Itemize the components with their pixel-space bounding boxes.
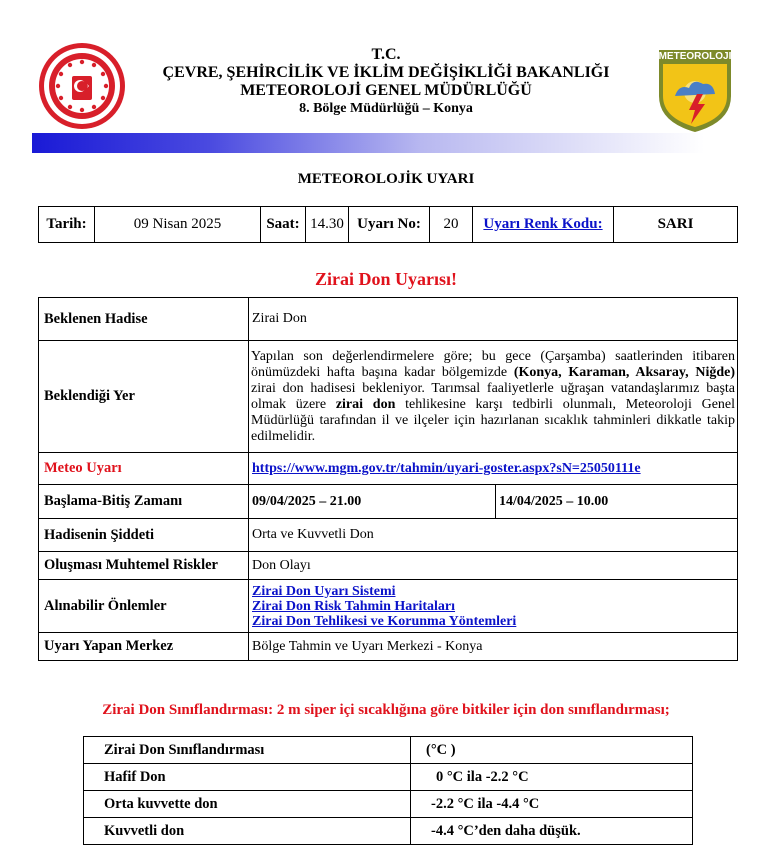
warning-no-value: 20 xyxy=(430,207,473,243)
period-end: 14/04/2025 – 10.00 xyxy=(496,485,738,519)
time-label: Saat: xyxy=(261,207,306,243)
classification-row-name: Orta kuvvette don xyxy=(84,791,411,818)
row-event xyxy=(39,298,738,341)
classification-row-range: -2.2 °C ila -4.4 °C xyxy=(411,791,693,818)
table-row xyxy=(84,791,693,818)
color-code-cell xyxy=(473,207,614,243)
classification-title: Zirai Don Sınıflandırması: 2 m siper içi sıcaklığına göre bitkiler için don sınıflandırması; xyxy=(102,702,670,718)
row-risk xyxy=(39,552,738,580)
period-label: Başlama-Bitiş Zamanı xyxy=(39,485,249,519)
header-region: 8. Bölge Müdürlüğü – Konya xyxy=(299,101,473,116)
date-value: 09 Nisan 2025 xyxy=(95,207,261,243)
row-place xyxy=(39,341,738,453)
center-value: Bölge Tahmin ve Uyarı Merkezi - Konya xyxy=(249,633,738,661)
measures-link-risk-maps[interactable]: Zirai Don Risk Tahmin Haritaları xyxy=(252,598,456,614)
row-meteo xyxy=(39,453,738,485)
measures-link-protection[interactable]: Zirai Don Tehlikesi ve Korunma Yöntemleri xyxy=(252,613,517,629)
place-text: Yapılan son değerlendirmelere göre; bu gece (Çarşamba) saatlerinden itibaren önümüzdeki hafta başına kadar bölgemizde (Konya, Karaman, Aksaray, Niğde) zirai don hadisesi bekleniyor. Tarımsal faaliyetlerle uğraşan vatandaşlarımız başta olmak üzere zirai don tehlikesine karşı tedbirli olunmalı, Meteoroloji Genel Müdürlüğü tarafından il ve ilçeler için hazırlanan sıcaklık tahminleri dikkatle takip edilmelidir. xyxy=(249,341,738,453)
logo-right-text: METEOROLOJI xyxy=(658,51,732,62)
table-row xyxy=(84,818,693,845)
severity-label: Hadisenin Şiddeti xyxy=(39,519,249,552)
risk-label: Oluşması Muhtemel Riskler xyxy=(39,552,249,580)
color-code-link[interactable]: Uyarı Renk Kodu: xyxy=(483,216,603,232)
classification-header-row xyxy=(84,737,693,764)
warning-title: Zirai Don Uyarısı! xyxy=(315,269,457,289)
event-value: Zirai Don xyxy=(249,298,738,341)
place-label: Beklendiği Yer xyxy=(39,341,249,453)
table-row xyxy=(84,764,693,791)
info-table xyxy=(38,206,738,243)
classification-row-range: 0 °C ila -2.2 °C xyxy=(411,764,693,791)
classification-header-name: Zirai Don Sınıflandırması xyxy=(84,737,411,764)
meteo-link[interactable]: https://www.mgm.gov.tr/tahmin/uyari-goster.aspx?sN=25050111e xyxy=(252,460,641,476)
risk-value: Don Olayı xyxy=(249,552,738,580)
period-start: 09/04/2025 – 21.00 xyxy=(249,485,496,519)
time-value: 14.30 xyxy=(306,207,349,243)
date-label: Tarih: xyxy=(39,207,95,243)
measures-link-system[interactable]: Zirai Don Uyarı Sistemi xyxy=(252,583,396,599)
classification-header-unit: (°C ) xyxy=(411,737,693,764)
row-period xyxy=(39,485,738,519)
document-title: METEOROLOJİK UYARI xyxy=(297,171,475,187)
classification-row-name: Kuvvetli don xyxy=(84,818,411,845)
classification-row-name: Hafif Don xyxy=(84,764,411,791)
classification-row-range: -4.4 °C’den daha düşük. xyxy=(411,818,693,845)
measures-label: Alınabilir Önlemler xyxy=(39,580,249,633)
row-severity xyxy=(39,519,738,552)
details-table xyxy=(38,297,738,661)
event-label: Beklenen Hadise xyxy=(39,298,249,341)
center-label: Uyarı Yapan Merkez xyxy=(39,633,249,661)
meteoroloji-shield-icon xyxy=(657,48,733,134)
header-directorate: METEOROLOJİ GENEL MÜDÜRLÜĞÜ xyxy=(240,82,532,99)
severity-value: Orta ve Kuvvetli Don xyxy=(249,519,738,552)
warning-no-label: Uyarı No: xyxy=(349,207,430,243)
color-code-value: SARI xyxy=(614,207,738,243)
header-banner xyxy=(32,133,740,153)
header-ministry: ÇEVRE, ŞEHİRCİLİK VE İKLİM DEĞİŞİKLİĞİ BAKANLIĞI xyxy=(162,64,610,81)
classification-table xyxy=(83,736,693,845)
header-tc: T.C. xyxy=(371,46,401,63)
row-center xyxy=(39,633,738,661)
row-measures xyxy=(39,580,738,633)
meteo-label: Meteo Uyarı xyxy=(39,453,249,485)
